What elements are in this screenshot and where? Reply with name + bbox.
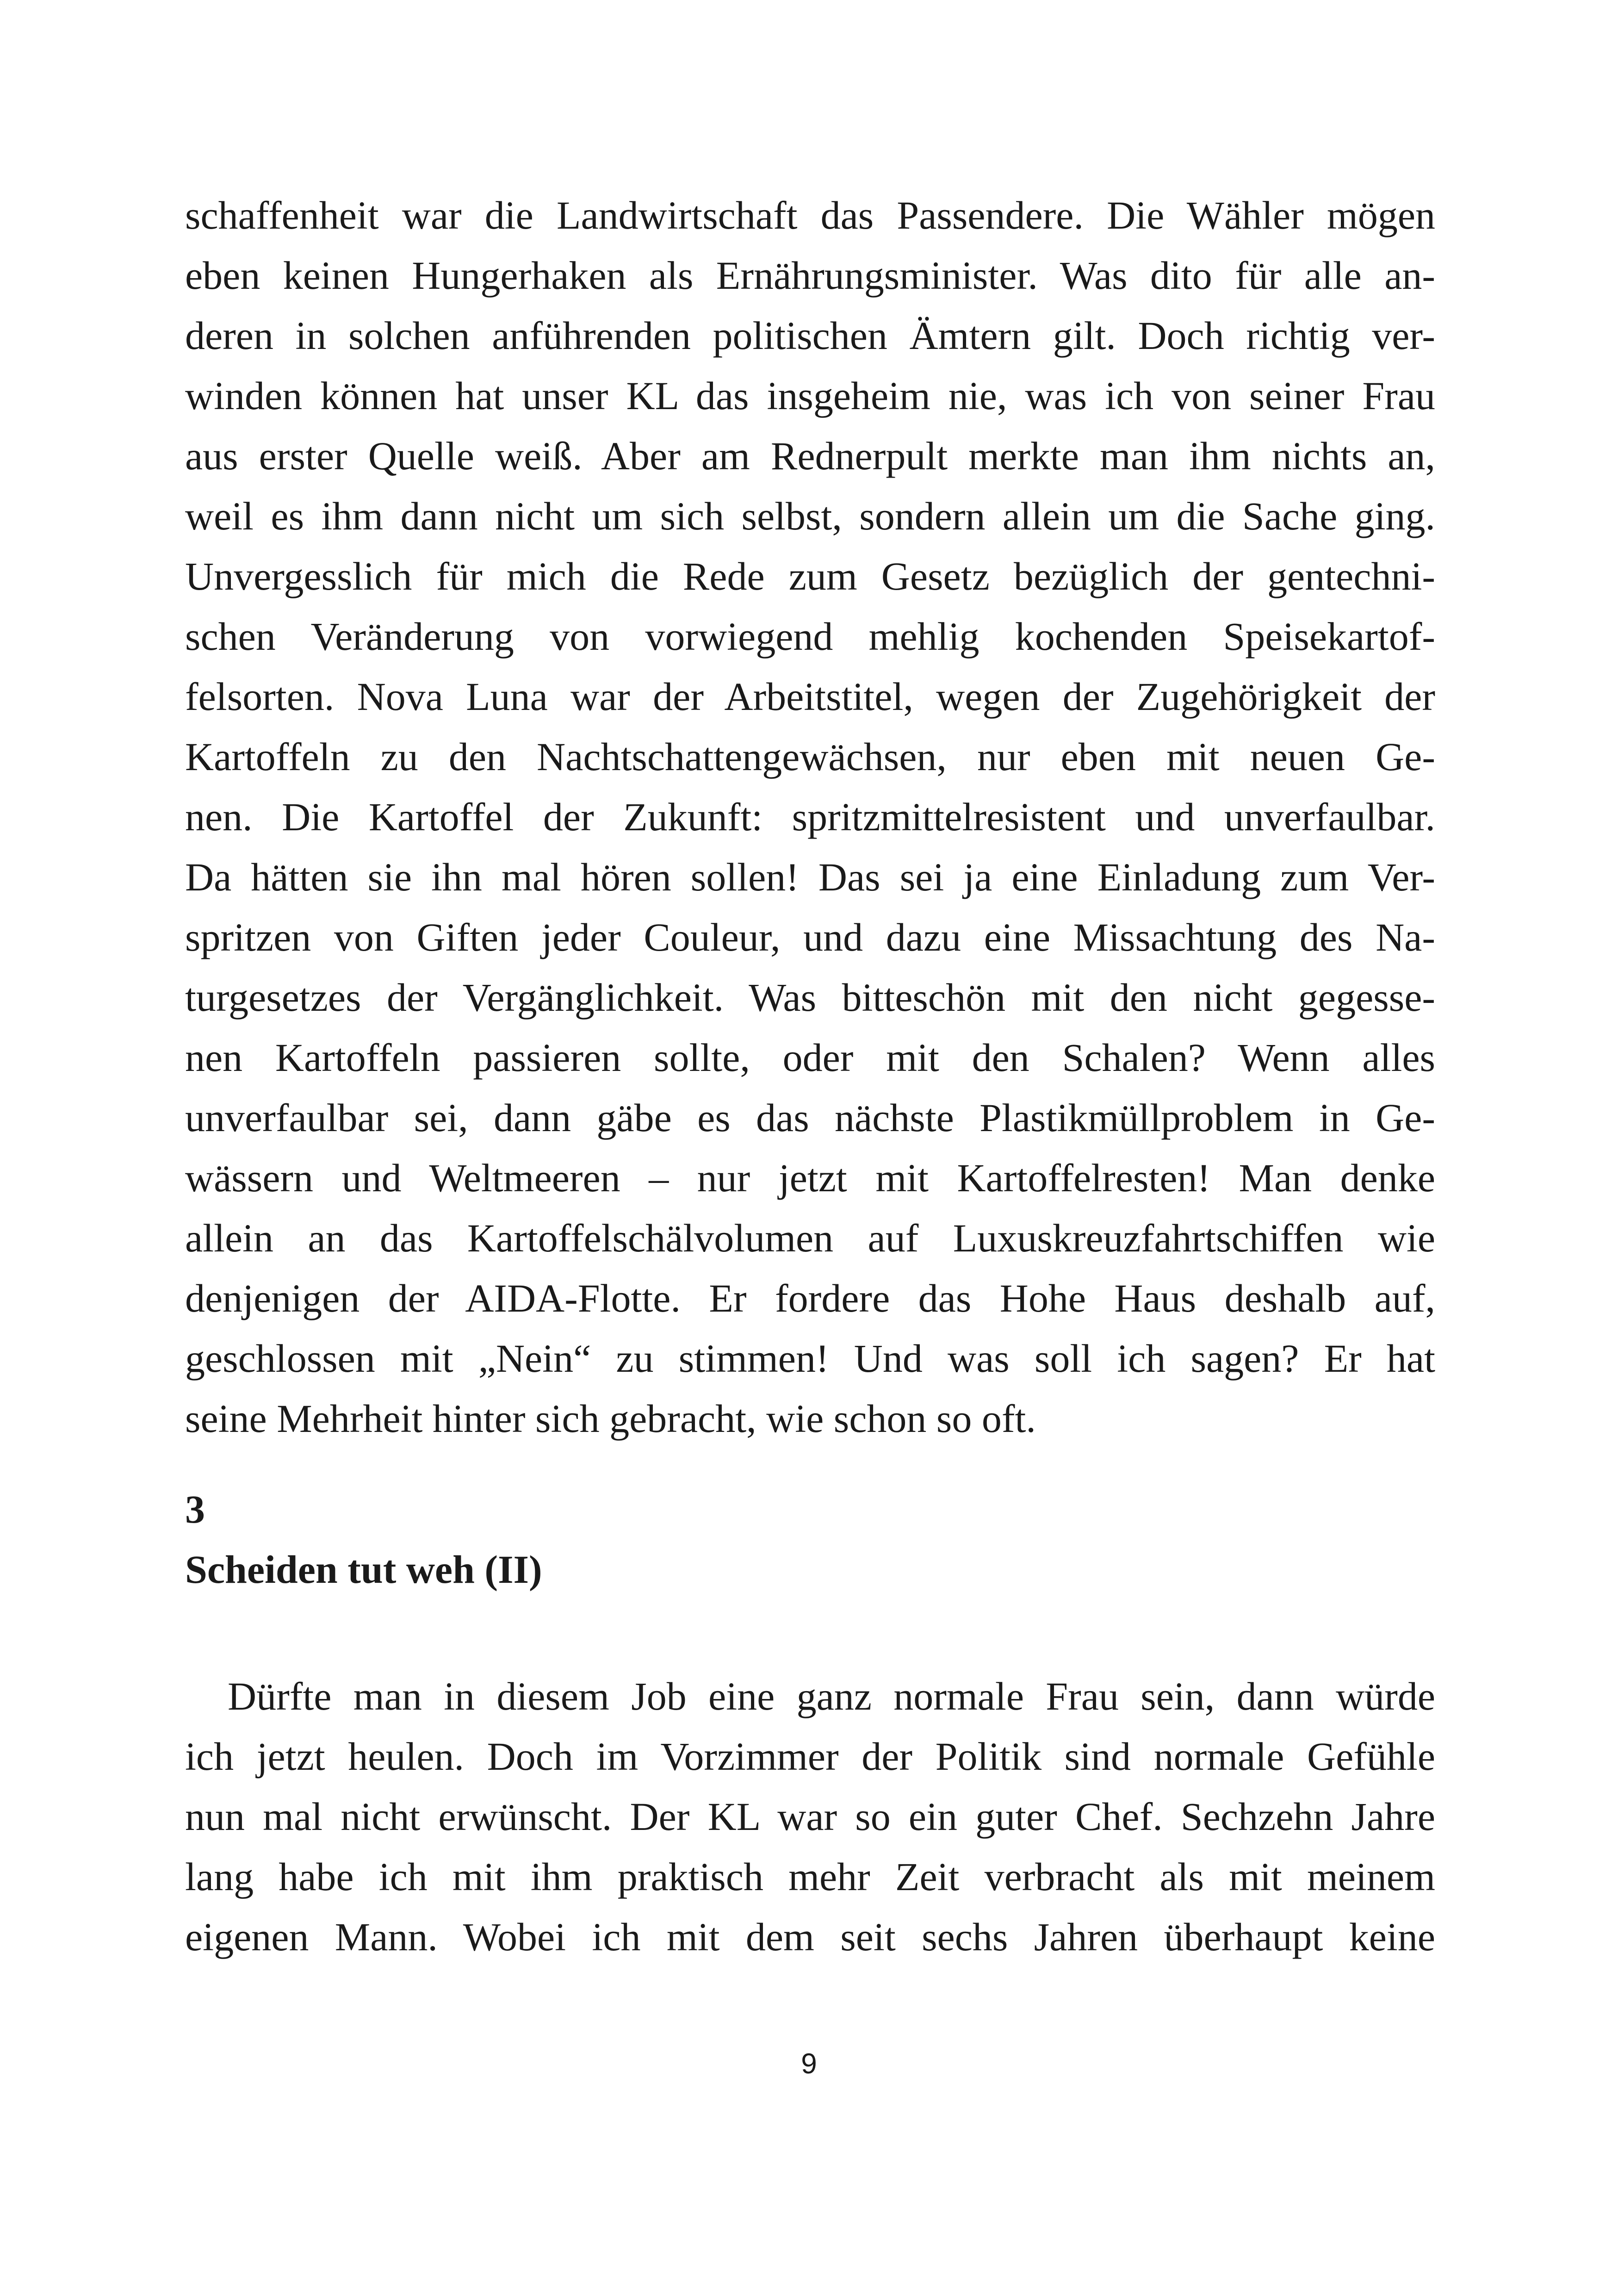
- text-line: nun mal nicht erwünscht. Der KL war so ein guter Chef. Sechzehn Jahre: [185, 1794, 1435, 1839]
- text-line: Dürfte man in diesem Job eine ganz normale Frau sein, dann würde: [228, 1674, 1435, 1718]
- text-line: seine Mehrheit hinter sich gebracht, wie schon so oft.: [185, 1396, 1036, 1441]
- text-line: Unvergesslich für mich die Rede zum Gesetz bezüglich der gentechni-: [185, 554, 1435, 598]
- text-line: nen Kartoffeln passieren sollte, oder mit den Schalen? Wenn alles: [185, 1035, 1435, 1080]
- text-line: eben keinen Hungerhaken als Ernährungsminister. Was dito für alle an-: [185, 253, 1435, 298]
- text-line: spritzen von Giften jeder Couleur, und dazu eine Missachtung des Na-: [185, 915, 1435, 959]
- text-line: felsorten. Nova Luna war der Arbeitstitel, wegen der Zugehörigkeit der: [185, 674, 1435, 719]
- text-line: aus erster Quelle weiß. Aber am Rednerpult merkte man ihm nichts an,: [185, 434, 1435, 478]
- text-line: eigenen Mann. Wobei ich mit dem seit sechs Jahren überhaupt keine: [185, 1915, 1435, 1959]
- text-line: deren in solchen anführenden politischen Ämtern gilt. Doch richtig ver-: [185, 313, 1435, 358]
- text-line: lang habe ich mit ihm praktisch mehr Zeit verbracht als mit meinem: [185, 1854, 1435, 1899]
- text-line: weil es ihm dann nicht um sich selbst, sondern allein um die Sache ging.: [185, 494, 1435, 538]
- text-line: allein an das Kartoffelschälvolumen auf Luxuskreuzfahrtschiffen wie: [185, 1216, 1435, 1260]
- text-line: geschlossen mit „Nein“ zu stimmen! Und was soll ich sagen? Er hat: [185, 1336, 1435, 1381]
- text-line: turgesetzes der Vergänglichkeit. Was bitteschön mit den nicht gegesse-: [185, 975, 1435, 1020]
- text-line: schen Veränderung von vorwiegend mehlig kochenden Speisekartof-: [185, 614, 1435, 659]
- chapter-title: Scheiden tut weh (II): [185, 1547, 542, 1592]
- text-line: winden können hat unser KL das insgeheim nie, was ich von seiner Frau: [185, 373, 1435, 418]
- text-line: Kartoffeln zu den Nachtschattengewächsen, nur eben mit neuen Ge-: [185, 734, 1435, 779]
- text-line: denjenigen der AIDA-Flotte. Er fordere das Hohe Haus deshalb auf,: [185, 1276, 1435, 1320]
- text-line: ich jetzt heulen. Doch im Vorzimmer der Politik sind normale Gefühle: [185, 1734, 1435, 1779]
- text-line: unverfaulbar sei, dann gäbe es das nächste Plastikmüllproblem in Ge-: [185, 1095, 1435, 1140]
- text-line: wässern und Weltmeeren – nur jetzt mit Kartoffelresten! Man denke: [185, 1156, 1435, 1200]
- page-number: 9: [801, 2048, 817, 2080]
- text-line: schaffenheit war die Landwirtschaft das Passendere. Die Wähler mögen: [185, 193, 1435, 237]
- chapter-number: 3: [185, 1487, 205, 1531]
- chapter-text-block: [185, 1666, 1435, 1967]
- text-line: Da hätten sie ihn mal hören sollen! Das sei ja eine Einladung zum Ver-: [185, 855, 1435, 899]
- text-line: nen. Die Kartoffel der Zukunft: spritzmittelresistent und unverfaulbar.: [185, 795, 1435, 839]
- body-text-block: [185, 185, 1435, 1449]
